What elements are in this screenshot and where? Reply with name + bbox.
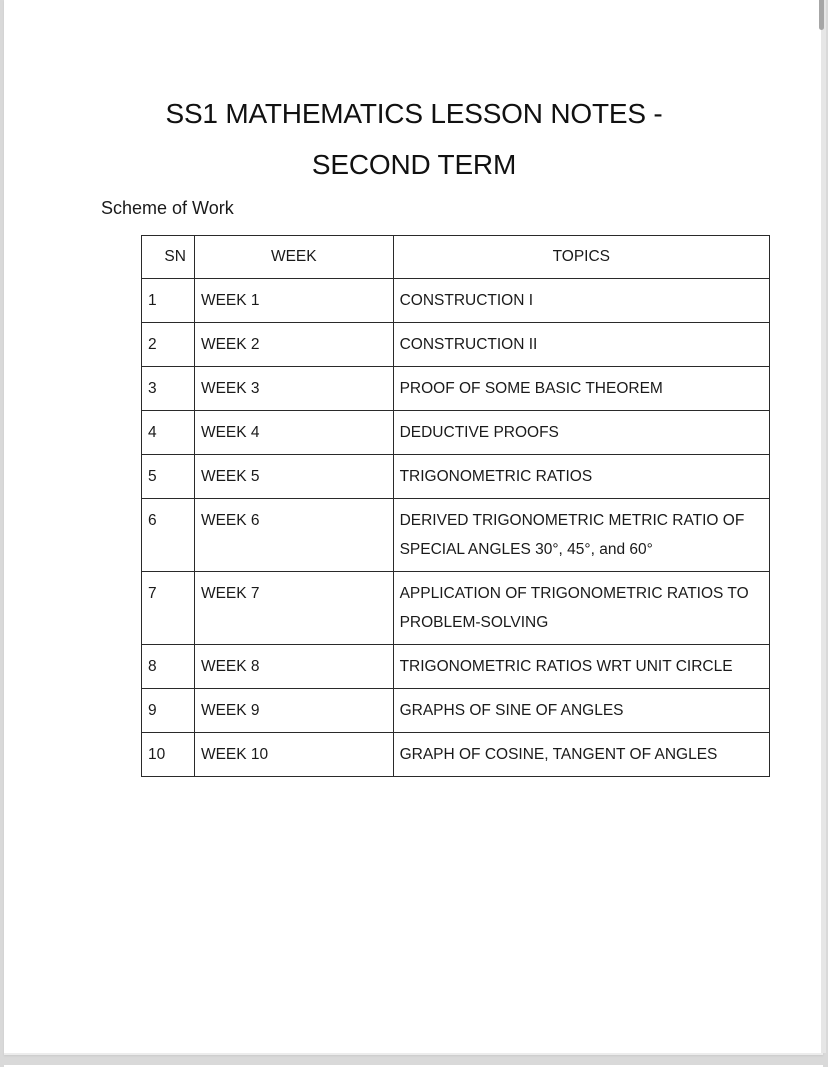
document-title <box>0 88 828 190</box>
table-row <box>142 279 770 323</box>
cell-week: WEEK 8 <box>194 645 393 689</box>
table-row <box>142 323 770 367</box>
table-row <box>142 367 770 411</box>
cell-sn: 2 <box>142 323 195 367</box>
section-heading: Scheme of Work <box>101 198 234 218</box>
title-line-1: SS1 MATHEMATICS LESSON NOTES - <box>165 98 663 129</box>
header-topics: TOPICS <box>393 236 769 279</box>
cell-sn: 3 <box>142 367 195 411</box>
cell-topic: PROOF OF SOME BASIC THEOREM <box>393 367 769 411</box>
cell-topic: GRAPH OF COSINE, TANGENT OF ANGLES <box>393 733 769 777</box>
cell-week: WEEK 10 <box>194 733 393 777</box>
cell-sn: 8 <box>142 645 195 689</box>
cell-sn: 4 <box>142 411 195 455</box>
cell-sn: 1 <box>142 279 195 323</box>
table-row <box>142 455 770 499</box>
cell-week: WEEK 6 <box>194 499 393 572</box>
header-week: WEEK <box>194 236 393 279</box>
cell-week: WEEK 3 <box>194 367 393 411</box>
cell-sn: 6 <box>142 499 195 572</box>
cell-week: WEEK 1 <box>194 279 393 323</box>
table-row <box>142 733 770 777</box>
cell-week: WEEK 7 <box>194 572 393 645</box>
cell-sn: 7 <box>142 572 195 645</box>
scheme-of-work-table <box>141 235 770 777</box>
cell-week: WEEK 9 <box>194 689 393 733</box>
table-row <box>142 499 770 572</box>
cell-topic: DEDUCTIVE PROOFS <box>393 411 769 455</box>
cell-topic: DERIVED TRIGONOMETRIC METRIC RATIO OF SPECIAL ANGLES 30°, 45°, and 60° <box>393 499 769 572</box>
cell-week: WEEK 2 <box>194 323 393 367</box>
cell-week: WEEK 4 <box>194 411 393 455</box>
cell-topic: TRIGONOMETRIC RATIOS <box>393 455 769 499</box>
scrollbar-thumb[interactable] <box>819 0 824 30</box>
cell-sn: 5 <box>142 455 195 499</box>
table-row <box>142 572 770 645</box>
cell-sn: 9 <box>142 689 195 733</box>
table-row <box>142 411 770 455</box>
cell-sn: 10 <box>142 733 195 777</box>
cell-topic: APPLICATION OF TRIGONOMETRIC RATIOS TO PROBLEM-SOLVING <box>393 572 769 645</box>
cell-topic: GRAPHS OF SINE OF ANGLES <box>393 689 769 733</box>
cell-topic: CONSTRUCTION I <box>393 279 769 323</box>
header-sn: SN <box>142 236 195 279</box>
table-row <box>142 689 770 733</box>
table-row <box>142 645 770 689</box>
table-header-row <box>142 236 770 279</box>
title-line-2: SECOND TERM <box>311 149 517 180</box>
cell-week: WEEK 5 <box>194 455 393 499</box>
cell-topic: TRIGONOMETRIC RATIOS WRT UNIT CIRCLE <box>393 645 769 689</box>
cell-topic: CONSTRUCTION II <box>393 323 769 367</box>
